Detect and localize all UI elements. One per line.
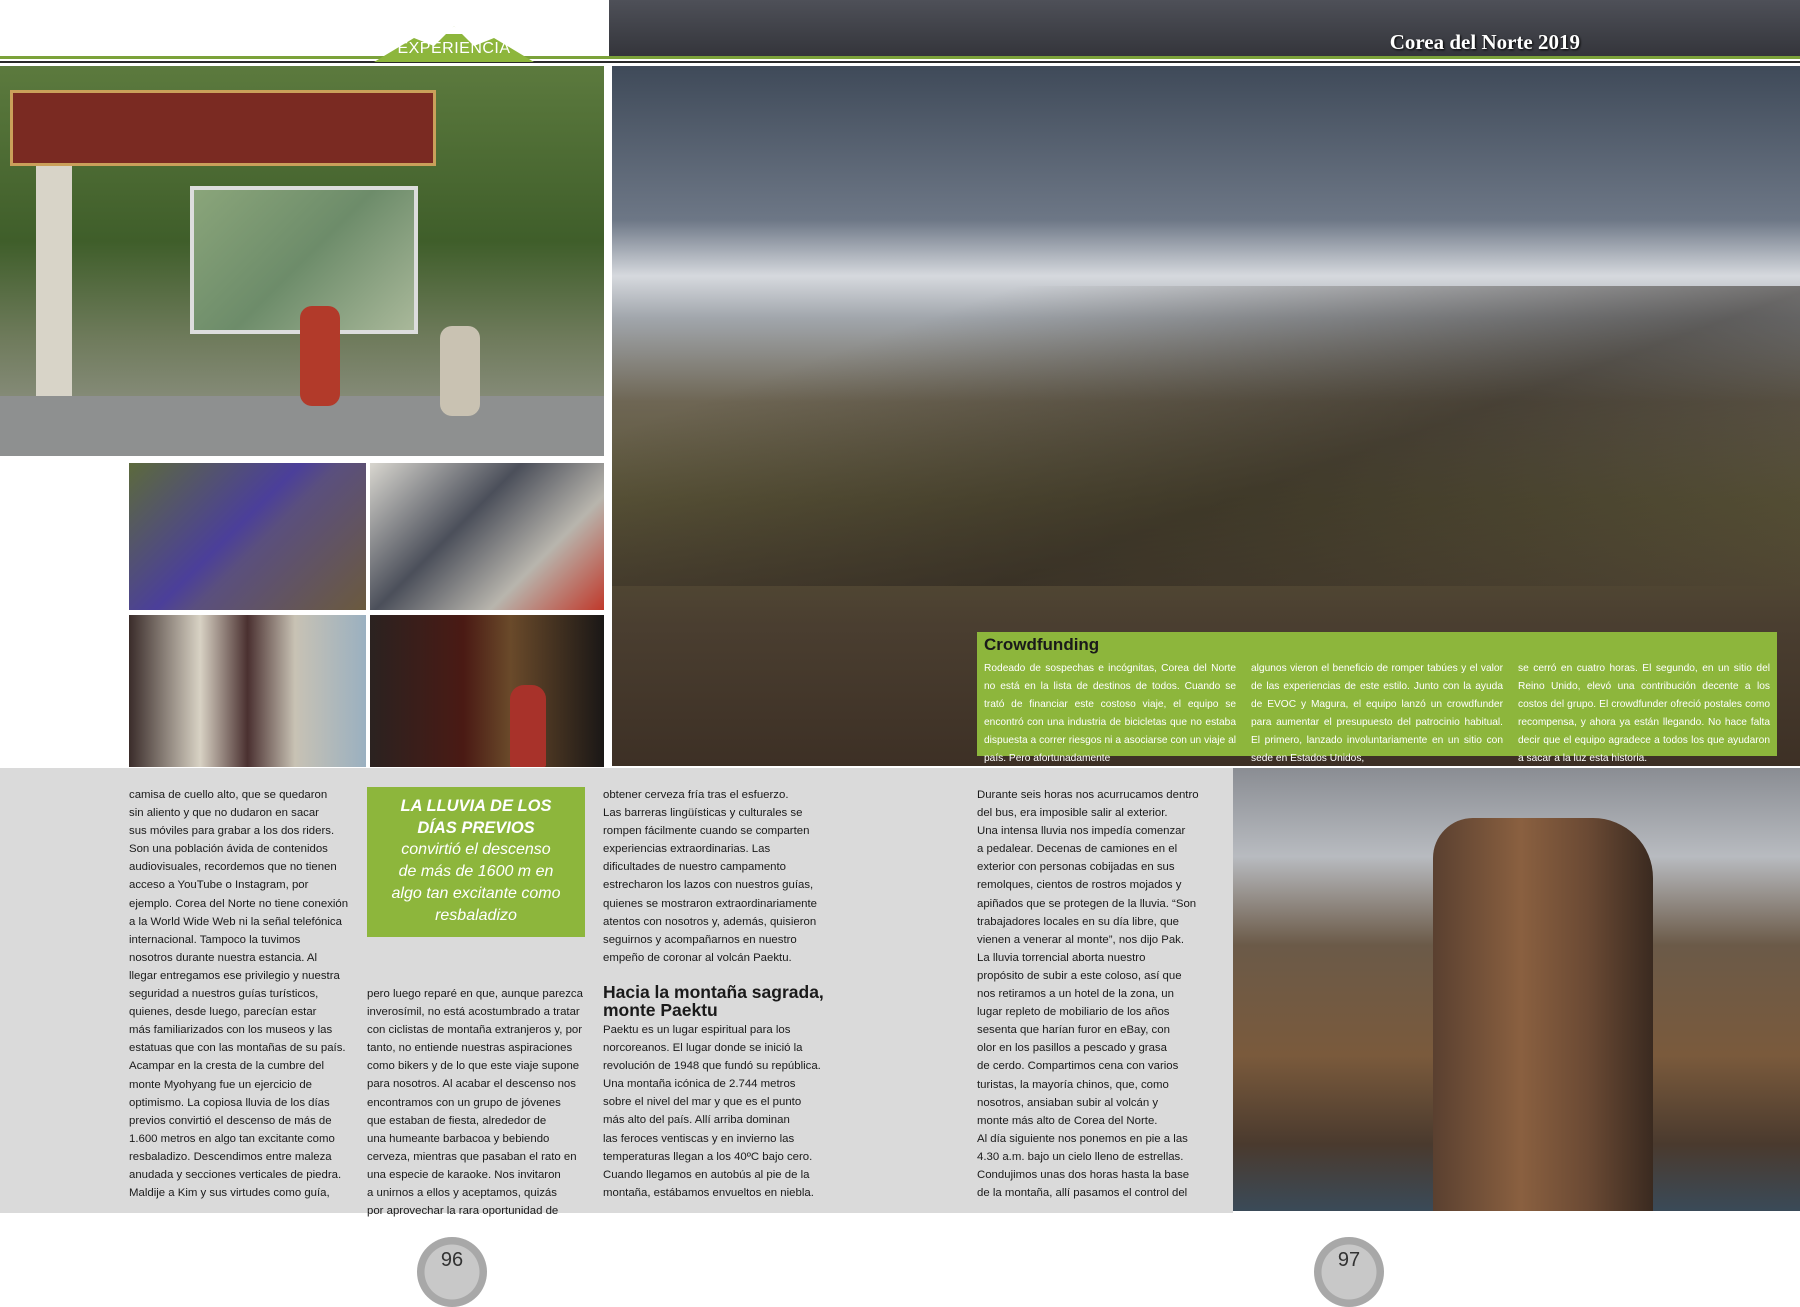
- article-column-3a: [603, 786, 817, 967]
- sign-post: [36, 160, 72, 410]
- rider-figure: [440, 326, 480, 416]
- text-line: sesenta que harían furor en eBay, con: [977, 1024, 1170, 1037]
- crowdfunding-column: algunos vieron el beneficio de romper tabúes y el valor de las experiencias de este estilo. Junto con la ayuda de EVOC y Magura, el equipo lanzó un crowdfunder para aumentar el presupuesto del patrocinio habitual. El primero, lanzado involuntariamente en un sitio con sede en Estados Unidos,: [1251, 663, 1503, 764]
- text-line: estatuas que con las montañas de su país.: [129, 1042, 346, 1055]
- photo-sign-riders: [0, 66, 604, 456]
- text-line: camisa de cuello alto, que se quedaron: [129, 789, 328, 801]
- text-line: quienes se mostraron extraordinariamente: [603, 897, 818, 910]
- page-number-left: 96: [417, 1237, 487, 1273]
- road: [0, 396, 604, 456]
- text-line: La lluvia torrencial aborta nuestro: [977, 951, 1146, 964]
- text-line: sobre el nivel del mar y que es el punto: [603, 1096, 802, 1109]
- text-line: montaña, estábamos envueltos en niebla.: [603, 1186, 814, 1199]
- text-line: monte Myohyang fue un ejercicio de: [129, 1078, 312, 1091]
- text-line: atentos con nosotros y, además, quisieron: [603, 915, 817, 928]
- text-line: Cuando llegamos en autobús al pie de la: [603, 1168, 810, 1181]
- crowdfunding-column: Rodeado de sospechas e incógnitas, Corea del Norte no está en la lista de destinos de todos. Cuando se trató de financiar este costoso viaje, el equipo se encontró con una industria de bicicletas que no estaba dispuesta a correr riesgos ni a asociarse con un viaje al país. Pero afortunadamente: [984, 663, 1236, 764]
- header-rule-green: [0, 56, 1800, 59]
- page-number-badge: [1314, 1237, 1384, 1307]
- text-line: vienen a venerar al monte”, nos dijo Pak.: [977, 933, 1185, 946]
- text-line: a pedalear. Decenas de camiones en el: [977, 843, 1178, 856]
- text-line: norcoreanos. El lugar donde se inició la: [603, 1042, 803, 1055]
- page-number-badge: [417, 1237, 487, 1307]
- photo-bottles: [129, 615, 366, 767]
- text-line: más familiarizados con los museos y las: [129, 1024, 333, 1037]
- text-line: para nosotros. Al acabar el descenso nos: [367, 1078, 576, 1091]
- text-line: las feroces ventiscas y en invierno las: [603, 1132, 795, 1145]
- text-line: ejemplo. Corea del Norte no tiene conexión: [129, 897, 349, 910]
- text-line: apiñados que se protegen de la lluvia. “Son: [977, 897, 1197, 910]
- text-line: Condujimos unas dos horas hasta la base: [977, 1168, 1190, 1181]
- text-line: sus móviles para grabar a los dos riders.: [129, 825, 335, 838]
- text-line: Paektu es un lugar espiritual para los: [603, 1024, 791, 1036]
- text-line: anudada y secciones verticales de piedra.: [129, 1168, 342, 1181]
- text-line: resbaladizo. Descendimos entre maleza: [129, 1150, 332, 1163]
- text-line: previos convirtió el descenso de más de: [129, 1114, 332, 1127]
- text-line: 1.600 metros en algo tan excitante como: [129, 1132, 335, 1145]
- text-line: llegar entregamos ese privilegio y nuestra: [129, 969, 340, 982]
- text-line: a unirnos a ellos y aceptamos, quizás: [367, 1187, 557, 1200]
- magazine-title: Corea del Norte 2019: [1389, 30, 1580, 54]
- text-line: olor en los pasillos a pescado y grasa: [977, 1042, 1167, 1055]
- article-column-2: [367, 985, 583, 1220]
- text-line: por aprovechar la rara oportunidad de: [367, 1205, 559, 1218]
- text-line: de cerdo. Compartimos cena con varios: [977, 1060, 1179, 1073]
- text-line: nos retiramos a un hotel de la zona, un: [977, 988, 1174, 1001]
- text-line: una humeante barbacoa y bebiendo: [367, 1132, 550, 1145]
- text-line: trabajadores locales en su día libre, que: [977, 915, 1179, 928]
- photo-rain-jacket: [129, 463, 366, 610]
- text-line: que estaban de fiesta, alrededor de: [367, 1114, 547, 1127]
- text-line: tanto, no entiende nuestras aspiraciones: [367, 1042, 573, 1055]
- text-line: temperaturas llegan a los 40ºC bajo cero.: [603, 1150, 813, 1163]
- text-line: lugar repleto de mobiliario de los años: [977, 1006, 1170, 1019]
- text-line: seguridad a nuestros guías turísticos,: [129, 988, 319, 1001]
- text-line: como bikers y de lo que este viaje supone: [367, 1060, 580, 1073]
- text-line: encontramos con un grupo de jóvenes: [367, 1096, 561, 1109]
- monk-figure: [510, 685, 546, 767]
- text-line: nosotros, ansiaban subir al volcán y: [977, 1096, 1159, 1109]
- article-column-1: [129, 786, 348, 1202]
- text-line: 4.30 a.m. bajo un cielo lleno de estrellas.: [977, 1150, 1184, 1163]
- text-line: Una montaña icónica de 2.744 metros: [603, 1078, 796, 1091]
- text-line: propósito de subir a este coloso, así que: [977, 969, 1182, 982]
- text-line: exterior con personas cobijadas en sus: [977, 861, 1175, 874]
- photo-bus-meal: [370, 463, 604, 610]
- cliff-rock: [1433, 818, 1653, 1211]
- text-line: Son una población ávida de contenidos: [129, 843, 328, 856]
- text-line: dificultades de nuestro campamento: [603, 861, 786, 874]
- text-line: más alto del país. Allí arriba dominan: [603, 1114, 790, 1127]
- text-line: inverosímil, no está acostumbrado a tratar: [367, 1006, 580, 1019]
- text-line: rompen fácilmente cuando se comparten: [603, 825, 810, 838]
- text-line: con ciclistas de montaña extranjeros y, por: [367, 1024, 583, 1037]
- text-line: de la montaña, allí pasamos el control del: [977, 1187, 1188, 1200]
- text-line: sin aliento y que no dudaron en sacar: [129, 807, 319, 820]
- text-line: acceso a YouTube o Instagram, por: [129, 879, 309, 892]
- text-line: a la World Wide Web ni la señal telefónica: [129, 915, 342, 928]
- text-line: obtener cerveza fría tras el esfuerzo.: [603, 789, 789, 801]
- crowdfunding-column: se cerró en cuatro horas. El segundo, en un sitio del Reino Unido, elevó una contribución decente a los costos del grupo. El crowdfunder ofreció postales como recompensa, y ahora ya están llegando. No hace falta decir que el equipo agradece a todos los que ayudaron a sacar a la luz esta historia.: [1518, 663, 1770, 764]
- text-line: empeño de coronar al volcán Paektu.: [603, 951, 792, 964]
- article-column-4: [977, 786, 1199, 1202]
- text-line: optimismo. La copiosa lluvia de los días: [129, 1096, 330, 1109]
- text-line: monte más alto de Corea del Norte.: [977, 1114, 1158, 1127]
- text-line: del bus, era imposible salir al exterior.: [977, 807, 1168, 820]
- text-line: experiencias extraordinarias. Las: [603, 843, 771, 856]
- text-line: revolución de 1948 que fundó su república.: [603, 1060, 821, 1073]
- korean-sign-board: [10, 90, 436, 166]
- text-line: seguirnos y acompañarnos en nuestro: [603, 933, 797, 946]
- text-line: Durante seis horas nos acurrucamos dentro: [977, 789, 1199, 801]
- text-line: Acampar en la cresta de la cumbre del: [129, 1060, 325, 1073]
- crowdfunding-title: Crowdfunding: [984, 635, 1100, 654]
- text-line: Al día siguiente nos ponemos en pie a las: [977, 1132, 1188, 1145]
- text-line: nosotros durante nuestra estancia. Al: [129, 951, 318, 964]
- text-line: remolques, cientos de rostros mojados y: [977, 879, 1182, 892]
- text-line: Una intensa lluvia nos impedía comenzar: [977, 825, 1186, 838]
- text-line: Las barreras lingüísticas y culturales se: [603, 807, 803, 820]
- text-line: Maldije a Kim y sus virtudes como guía,: [129, 1187, 330, 1200]
- article-subheading: Hacia la montaña sagrada, monte Paektu: [603, 982, 824, 1020]
- text-line: cerveza, mientras que pasaban el rato en: [367, 1150, 577, 1163]
- page-number-right: 97: [1314, 1237, 1384, 1273]
- section-label: EXPERIENCIA: [397, 40, 511, 57]
- article-column-3b: [603, 1021, 821, 1202]
- text-line: quienes, desde luego, parecían estar: [129, 1006, 317, 1019]
- rider-figure: [300, 306, 340, 406]
- header-rule-dark: [0, 61, 1800, 63]
- photo-cliff-riders: [1233, 768, 1800, 1211]
- text-line: una especie de karaoke. Nos invitaron: [367, 1168, 561, 1181]
- text-line: estrecharon los lazos con nuestros guías,: [603, 879, 814, 892]
- text-line: pero luego reparé en que, aunque parezca: [367, 988, 583, 1000]
- pull-quote-body: convirtió el descenso de más de 1600 m en algo tan excitante como resbaladizo: [391, 841, 561, 924]
- text-line: audiovisuales, recordemos que no tienen: [129, 861, 337, 874]
- text-line: turistas, la mayoría chinos, que, como: [977, 1078, 1169, 1091]
- pull-quote: [367, 787, 585, 937]
- text-line: internacional. Tampoco la tuvimos: [129, 933, 301, 946]
- mountain-ridge: [612, 286, 1800, 586]
- pull-quote-heading: LA LLUVIA DE LOS DÍAS PREVIOS: [400, 797, 552, 837]
- crowdfunding-box: [977, 632, 1777, 764]
- photo-monk: [370, 615, 604, 767]
